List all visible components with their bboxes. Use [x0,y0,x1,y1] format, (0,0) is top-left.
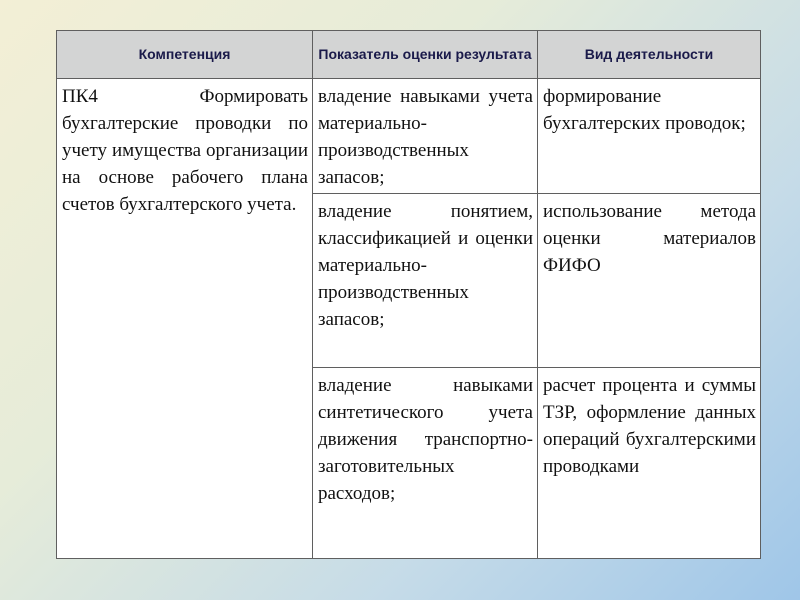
header-competence: Компетенция [57,31,313,79]
indicator-cell: владение навыками учета материально-производственных запасов; [313,79,538,194]
table-header-row [57,31,761,79]
header-indicator: Показатель оценки результата [313,31,538,79]
header-activity: Вид деятельности [538,31,761,79]
indicator-cell: владение понятием, классификацией и оценки материально-производственных запасов; [313,194,538,368]
activity-cell: использование метода оценки материалов ФИФО [538,194,761,368]
activity-cell: формирование бухгалтерских проводок; [538,79,761,194]
table-row [57,79,761,194]
competence-cell: ПК4 Формировать бухгалтерские проводки по учету имущества организации на основе рабочего плана счетов бухгалтерского учета. [57,79,313,559]
indicator-cell: владение навыками синтетического учета движения транспортно-заготовительных расходов; [313,368,538,559]
competence-table [56,30,761,559]
activity-cell: расчет процента и суммы ТЗР, оформление данных операций бухгалтерскими проводками [538,368,761,559]
